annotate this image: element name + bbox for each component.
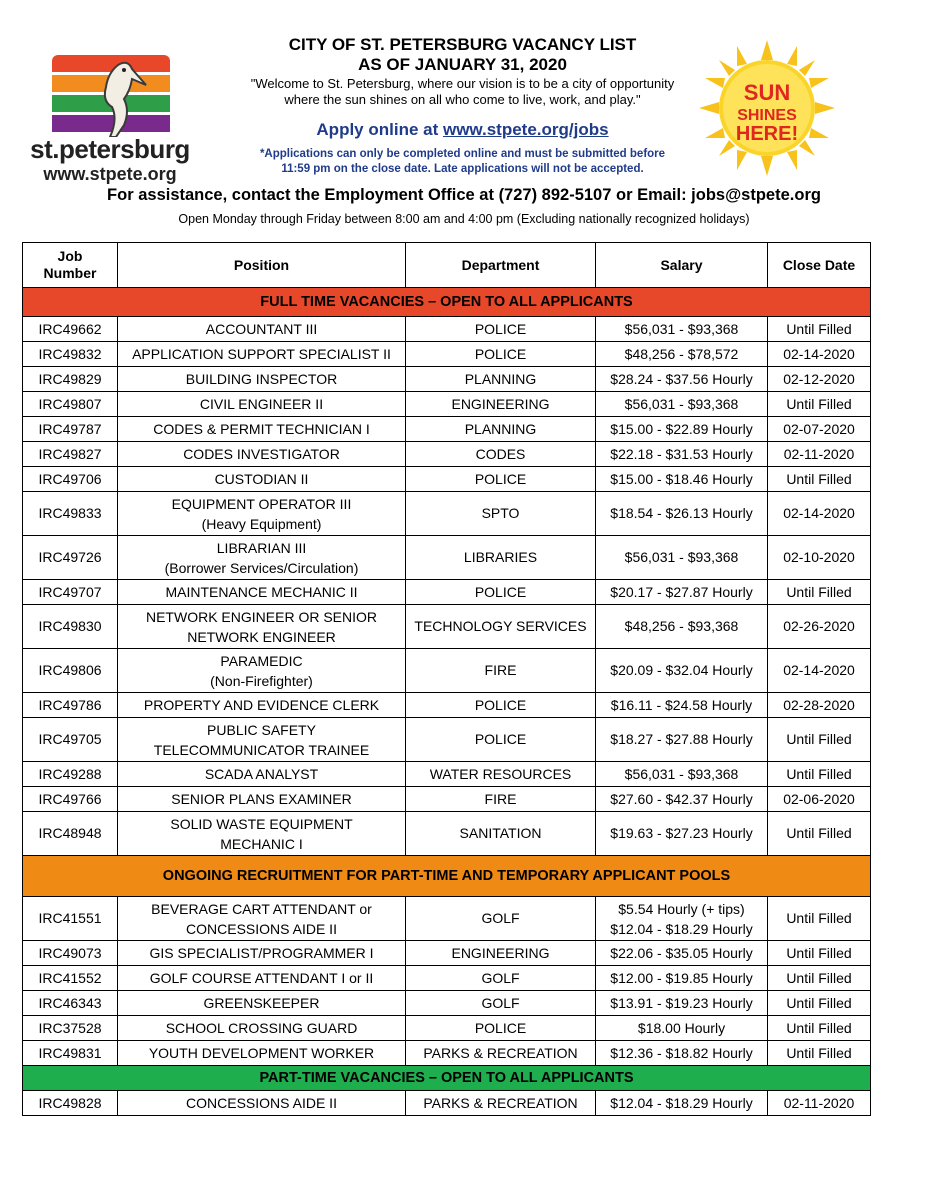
- job-number[interactable]: IRC41552: [23, 966, 118, 991]
- table-row: [23, 1091, 871, 1116]
- close-date: Until Filled: [768, 762, 871, 787]
- position: CODES INVESTIGATOR: [118, 442, 406, 467]
- department: PARKS & RECREATION: [406, 1041, 596, 1066]
- logo-name: st.petersburg: [30, 134, 190, 164]
- salary: $20.09 - $32.04 Hourly: [596, 649, 768, 693]
- salary: $5.54 Hourly (+ tips) $12.04 - $18.29 Hourly: [596, 897, 768, 941]
- job-number[interactable]: IRC41551: [23, 897, 118, 941]
- table-row: [23, 941, 871, 966]
- salary: $18.00 Hourly: [596, 1016, 768, 1041]
- close-date: 02-14-2020: [768, 342, 871, 367]
- job-number[interactable]: IRC46343: [23, 991, 118, 1016]
- table-row: [23, 812, 871, 856]
- position: EQUIPMENT OPERATOR III (Heavy Equipment): [118, 492, 406, 536]
- salary: $22.18 - $31.53 Hourly: [596, 442, 768, 467]
- table-row: [23, 417, 871, 442]
- department: POLICE: [406, 693, 596, 718]
- apply-prefix: Apply online at: [316, 120, 443, 139]
- job-number[interactable]: IRC49830: [23, 605, 118, 649]
- position: BUILDING INSPECTOR: [118, 367, 406, 392]
- salary: $13.91 - $19.23 Hourly: [596, 991, 768, 1016]
- salary: $48,256 - $78,572: [596, 342, 768, 367]
- job-number[interactable]: IRC49288: [23, 762, 118, 787]
- table-row: [23, 1016, 871, 1041]
- table-row: [23, 392, 871, 417]
- section-title: PART-TIME VACANCIES – OPEN TO ALL APPLICANTS: [23, 1066, 871, 1091]
- vacancy-table: [22, 242, 871, 1116]
- close-date: 02-26-2020: [768, 605, 871, 649]
- close-date: Until Filled: [768, 897, 871, 941]
- close-date: Until Filled: [768, 1041, 871, 1066]
- st-petersburg-logo: [30, 50, 190, 184]
- header-position: Position: [118, 243, 406, 288]
- position: YOUTH DEVELOPMENT WORKER: [118, 1041, 406, 1066]
- table-row: [23, 442, 871, 467]
- close-date: 02-10-2020: [768, 536, 871, 580]
- apply-online: [190, 120, 735, 140]
- table-row: [23, 787, 871, 812]
- position: SOLID WASTE EQUIPMENT MECHANIC I: [118, 812, 406, 856]
- position: BEVERAGE CART ATTENDANT or CONCESSIONS AIDE II: [118, 897, 406, 941]
- position: LIBRARIAN III (Borrower Services/Circulation): [118, 536, 406, 580]
- job-number[interactable]: IRC49787: [23, 417, 118, 442]
- close-date: 02-12-2020: [768, 367, 871, 392]
- salary: $28.24 - $37.56 Hourly: [596, 367, 768, 392]
- job-number[interactable]: IRC49828: [23, 1091, 118, 1116]
- table-row: [23, 966, 871, 991]
- sun-text-line3: HERE!: [735, 123, 799, 145]
- department: POLICE: [406, 580, 596, 605]
- close-date: 02-11-2020: [768, 442, 871, 467]
- header-job-number: Job Number: [23, 243, 118, 288]
- close-date: Until Filled: [768, 317, 871, 342]
- department: LIBRARIES: [406, 536, 596, 580]
- salary: $15.00 - $18.46 Hourly: [596, 467, 768, 492]
- department: ENGINEERING: [406, 392, 596, 417]
- department: GOLF: [406, 897, 596, 941]
- job-number[interactable]: IRC49833: [23, 492, 118, 536]
- note-line2: 11:59 pm on the close date. Late applications will not be accepted.: [281, 163, 644, 175]
- welcome-message: [190, 76, 735, 108]
- department: POLICE: [406, 342, 596, 367]
- sun-text-line1: SUN: [743, 80, 791, 105]
- position: GIS SPECIALIST/PROGRAMMER I: [118, 941, 406, 966]
- table-row: [23, 762, 871, 787]
- salary: $15.00 - $22.89 Hourly: [596, 417, 768, 442]
- department: GOLF: [406, 966, 596, 991]
- salary: $22.06 - $35.05 Hourly: [596, 941, 768, 966]
- department: PLANNING: [406, 367, 596, 392]
- table-row: [23, 897, 871, 941]
- department: CODES: [406, 442, 596, 467]
- position: CODES & PERMIT TECHNICIAN I: [118, 417, 406, 442]
- salary: $12.04 - $18.29 Hourly: [596, 1091, 768, 1116]
- page-title: [190, 35, 735, 75]
- title-line2: AS OF JANUARY 31, 2020: [358, 55, 567, 74]
- job-number[interactable]: IRC48948: [23, 812, 118, 856]
- department: TECHNOLOGY SERVICES: [406, 605, 596, 649]
- salary: $48,256 - $93,368: [596, 605, 768, 649]
- table-row: [23, 718, 871, 762]
- section-header-part-time: [23, 1066, 871, 1091]
- header-department: Department: [406, 243, 596, 288]
- department: POLICE: [406, 317, 596, 342]
- position: ACCOUNTANT III: [118, 317, 406, 342]
- job-number[interactable]: IRC49807: [23, 392, 118, 417]
- sun-text-line2: SHINES: [737, 107, 797, 124]
- position: SCHOOL CROSSING GUARD: [118, 1016, 406, 1041]
- close-date: 02-28-2020: [768, 693, 871, 718]
- job-number[interactable]: IRC49073: [23, 941, 118, 966]
- office-hours: Open Monday through Friday between 8:00 am and 4:00 pm (Excluding nationally recognized holidays): [178, 212, 750, 226]
- position: CUSTODIAN II: [118, 467, 406, 492]
- close-date: 02-14-2020: [768, 492, 871, 536]
- job-number[interactable]: IRC49707: [23, 580, 118, 605]
- apply-link[interactable]: www.stpete.org/jobs: [442, 120, 609, 139]
- department: SANITATION: [406, 812, 596, 856]
- position: SCADA ANALYST: [118, 762, 406, 787]
- close-date: Until Filled: [768, 392, 871, 417]
- salary: $16.11 - $24.58 Hourly: [596, 693, 768, 718]
- section-title: ONGOING RECRUITMENT FOR PART-TIME AND TEMPORARY APPLICANT POOLS: [23, 856, 871, 897]
- department: SPTO: [406, 492, 596, 536]
- salary: $27.60 - $42.37 Hourly: [596, 787, 768, 812]
- position: APPLICATION SUPPORT SPECIALIST II: [118, 342, 406, 367]
- job-number[interactable]: IRC49705: [23, 718, 118, 762]
- section-header-ongoing: [23, 856, 871, 897]
- position: PUBLIC SAFETY TELECOMMUNICATOR TRAINEE: [118, 718, 406, 762]
- assistance-contact: For assistance, contact the Employment Office at (727) 892-5107 or Email: jobs@stpete.org: [107, 186, 821, 204]
- table-row: [23, 342, 871, 367]
- close-date: 02-07-2020: [768, 417, 871, 442]
- salary: $56,031 - $93,368: [596, 536, 768, 580]
- salary: $56,031 - $93,368: [596, 762, 768, 787]
- salary: $18.54 - $26.13 Hourly: [596, 492, 768, 536]
- position: CONCESSIONS AIDE II: [118, 1091, 406, 1116]
- header-close-date: Close Date: [768, 243, 871, 288]
- salary: $19.63 - $27.23 Hourly: [596, 812, 768, 856]
- table-row: [23, 467, 871, 492]
- close-date: Until Filled: [768, 941, 871, 966]
- job-number[interactable]: IRC49662: [23, 317, 118, 342]
- salary: $12.00 - $19.85 Hourly: [596, 966, 768, 991]
- close-date: Until Filled: [768, 966, 871, 991]
- header-salary: Salary: [596, 243, 768, 288]
- position: GOLF COURSE ATTENDANT I or II: [118, 966, 406, 991]
- pelican-icon: [80, 55, 150, 137]
- table-row: [23, 693, 871, 718]
- table-row: [23, 492, 871, 536]
- department: ENGINEERING: [406, 941, 596, 966]
- close-date: Until Filled: [768, 467, 871, 492]
- department: POLICE: [406, 1016, 596, 1041]
- logo-url[interactable]: www.stpete.org: [43, 164, 177, 184]
- department: POLICE: [406, 467, 596, 492]
- close-date: Until Filled: [768, 718, 871, 762]
- table-header-row: [23, 243, 871, 288]
- position: PROPERTY AND EVIDENCE CLERK: [118, 693, 406, 718]
- department: PARKS & RECREATION: [406, 1091, 596, 1116]
- table-row: [23, 649, 871, 693]
- job-number[interactable]: IRC49766: [23, 787, 118, 812]
- salary: $56,031 - $93,368: [596, 392, 768, 417]
- welcome-line2: where the sun shines on all who come to live, work, and play.": [284, 92, 641, 107]
- salary: $20.17 - $27.87 Hourly: [596, 580, 768, 605]
- close-date: 02-06-2020: [768, 787, 871, 812]
- section-title: FULL TIME VACANCIES – OPEN TO ALL APPLICANTS: [23, 288, 871, 317]
- department: POLICE: [406, 718, 596, 762]
- position: PARAMEDIC (Non-Firefighter): [118, 649, 406, 693]
- job-number[interactable]: IRC37528: [23, 1016, 118, 1041]
- salary: $56,031 - $93,368: [596, 317, 768, 342]
- table-row: [23, 991, 871, 1016]
- position: MAINTENANCE MECHANIC II: [118, 580, 406, 605]
- note-line1: *Applications can only be completed online and must be submitted before: [259, 148, 666, 160]
- close-date: Until Filled: [768, 812, 871, 856]
- position: SENIOR PLANS EXAMINER: [118, 787, 406, 812]
- job-number[interactable]: IRC49831: [23, 1041, 118, 1066]
- job-number[interactable]: IRC49786: [23, 693, 118, 718]
- section-header-full-time: [23, 288, 871, 317]
- position: GREENSKEEPER: [118, 991, 406, 1016]
- department: FIRE: [406, 649, 596, 693]
- department: PLANNING: [406, 417, 596, 442]
- close-date: 02-14-2020: [768, 649, 871, 693]
- table-row: [23, 605, 871, 649]
- department: WATER RESOURCES: [406, 762, 596, 787]
- job-number[interactable]: IRC49806: [23, 649, 118, 693]
- application-note: [190, 147, 735, 177]
- department: GOLF: [406, 991, 596, 1016]
- position: CIVIL ENGINEER II: [118, 392, 406, 417]
- job-number[interactable]: IRC49706: [23, 467, 118, 492]
- close-date: Until Filled: [768, 1016, 871, 1041]
- table-row: [23, 367, 871, 392]
- welcome-line1: "Welcome to St. Petersburg, where our vision is to be a city of opportunity: [250, 76, 675, 91]
- close-date: 02-11-2020: [768, 1091, 871, 1116]
- table-row: [23, 580, 871, 605]
- job-number[interactable]: IRC49829: [23, 367, 118, 392]
- table-row: [23, 317, 871, 342]
- job-number[interactable]: IRC49726: [23, 536, 118, 580]
- job-number[interactable]: IRC49827: [23, 442, 118, 467]
- close-date: Until Filled: [768, 991, 871, 1016]
- salary: $12.36 - $18.82 Hourly: [596, 1041, 768, 1066]
- table-row: [23, 1041, 871, 1066]
- title-line1: CITY OF ST. PETERSBURG VACANCY LIST: [288, 35, 637, 54]
- table-row: [23, 536, 871, 580]
- position: NETWORK ENGINEER OR SENIOR NETWORK ENGINEER: [118, 605, 406, 649]
- department: FIRE: [406, 787, 596, 812]
- job-number[interactable]: IRC49832: [23, 342, 118, 367]
- salary: $18.27 - $27.88 Hourly: [596, 718, 768, 762]
- close-date: Until Filled: [768, 580, 871, 605]
